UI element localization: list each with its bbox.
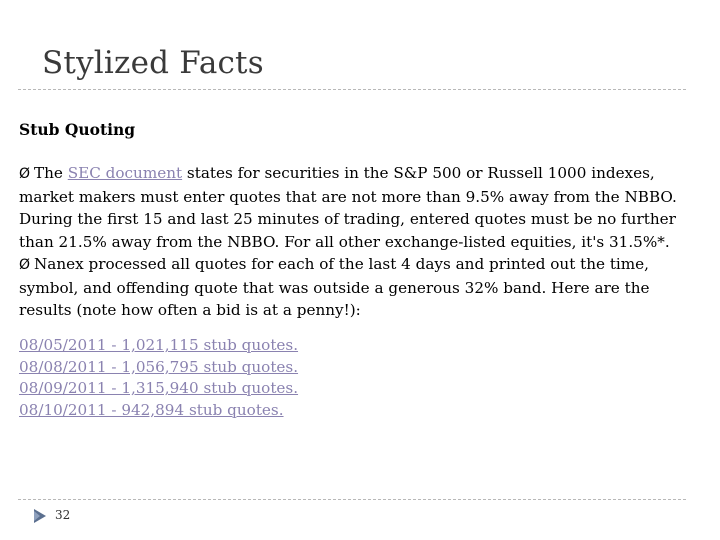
footer-divider: [18, 499, 686, 500]
stub-quote-link[interactable]: 08/10/2011 - 942,894 stub quotes.: [19, 400, 284, 419]
title-divider: [18, 89, 686, 90]
sec-document-link[interactable]: SEC document: [67, 164, 183, 182]
bullet-marker: Ø: [19, 166, 31, 182]
stub-quote-link[interactable]: 08/05/2011 - 1,021,115 stub quotes.: [19, 336, 299, 354]
bullet-marker: Ø: [19, 257, 31, 273]
bullet-paragraph-nanex: [19, 253, 697, 322]
arrow-marker-icon: [34, 508, 46, 527]
bullet-paragraph-sec: [19, 162, 697, 253]
bullet-text: Nanex processed all quotes for each of the last 4 days and printed out the time, symbol, and offending quote that was outside a generous 32% band. Here are the results (note how often a bid is at a penny!):: [19, 255, 650, 319]
body-text: [19, 162, 697, 322]
stub-quote-links: [19, 335, 298, 421]
bullet-text-post: states for securities in the S&P 500 or Russell 1000 indexes, market makers must enter quotes that are not more than 9.5% away from the NBBO. During the first 15 and last 25 minutes of trading, entered quotes must be no further than 21.5% away from the NBBO. For all other exchange-listed equities, it's 31.5%*.: [19, 164, 677, 251]
page-number: 32: [55, 508, 71, 522]
stub-quote-link[interactable]: 08/08/2011 - 1,056,795 stub quotes.: [19, 357, 299, 376]
slide-title: Stylized Facts: [42, 45, 264, 81]
bullet-text-pre: The: [34, 164, 68, 182]
slide-subtitle: Stub Quoting: [19, 120, 136, 139]
stub-quote-link[interactable]: 08/09/2011 - 1,315,940 stub quotes.: [19, 379, 299, 397]
